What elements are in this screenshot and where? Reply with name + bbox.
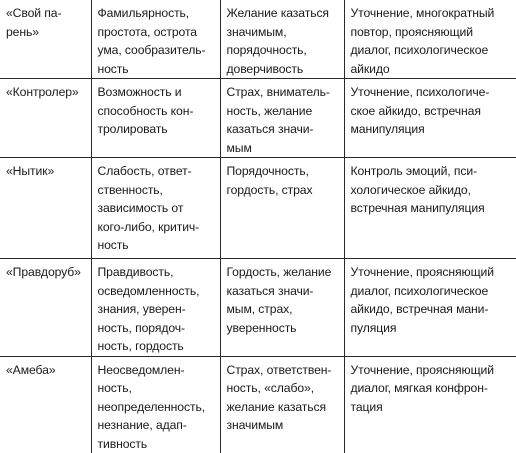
cell-text: Слабость, ответ-: [98, 162, 215, 181]
cell-text: ность: [98, 60, 215, 79]
cell-text: значимым: [227, 416, 339, 435]
cell-text: Гордость, желание: [227, 263, 339, 282]
cell-text: айкидо, встречная мани-: [351, 300, 512, 319]
table-row: [0, 0, 516, 79]
cell-text: рень»: [6, 23, 86, 42]
cell-text: встречная манипуляция: [351, 199, 512, 218]
cell-text: Возможность и: [98, 83, 215, 102]
traits-cell: [91, 356, 220, 453]
cell-text: ность, «слабо»,: [227, 379, 339, 398]
needs-cell: [220, 158, 344, 259]
type-cell: [0, 79, 91, 158]
table-row: [0, 259, 516, 357]
cell-text: тация: [351, 398, 512, 417]
cell-text: тролировать: [98, 120, 215, 139]
cell-text: осведомленность,: [98, 282, 215, 301]
cell-text: казаться значи-: [227, 282, 339, 301]
cell-text: ность, гордость: [98, 337, 215, 356]
methods-cell: [344, 0, 516, 79]
type-cell: [0, 259, 91, 357]
cell-text: мым: [227, 139, 339, 158]
cell-text: ность, порядоч-: [98, 319, 215, 338]
cell-text: порядочность,: [227, 41, 339, 60]
methods-cell: [344, 158, 516, 259]
methods-cell: [344, 356, 516, 453]
cell-text: уверенность: [227, 319, 339, 338]
cell-text: ственность,: [98, 181, 215, 200]
table-row: [0, 158, 516, 259]
cell-text: Страх, вниматель-: [227, 83, 339, 102]
methods-cell: [344, 259, 516, 357]
cell-text: айкидо: [351, 60, 512, 79]
cell-text: знания, уверен-: [98, 300, 215, 319]
cell-text: доверчивость: [227, 60, 339, 79]
cell-text: повтор, проясняющий: [351, 23, 512, 42]
type-cell: [0, 158, 91, 259]
cell-text: ума, сообразитель-: [98, 41, 215, 60]
cell-text: зависимость от: [98, 199, 215, 218]
cell-text: ность: [98, 236, 215, 255]
cell-text: желание казаться: [227, 398, 339, 417]
cell-text: диалог, психологическое: [351, 41, 512, 60]
table-row: [0, 79, 516, 158]
cell-text: ность,: [98, 379, 215, 398]
cell-text: Уточнение, многократный: [351, 4, 512, 23]
cell-text: значимым,: [227, 23, 339, 42]
cell-text: Фамильярность,: [98, 4, 215, 23]
cell-text: «Свой па-: [6, 4, 86, 23]
cell-text: способность кон-: [98, 102, 215, 121]
cell-text: Порядочность,: [227, 162, 339, 181]
cell-text: казаться значи-: [227, 120, 339, 139]
cell-text: Уточнение, проясняющий: [351, 263, 512, 282]
table-row: [0, 356, 516, 453]
cell-text: незнание, адап-: [98, 416, 215, 435]
cell-text: «Правдоруб»: [6, 263, 86, 282]
cell-text: Уточнение, проясняющий: [351, 361, 512, 380]
cell-text: диалог, психологическое: [351, 282, 512, 301]
cell-text: неопределенность,: [98, 398, 215, 417]
traits-cell: [91, 0, 220, 79]
cell-text: ское айкидо, встречная: [351, 102, 512, 121]
cell-text: мым, страх,: [227, 300, 339, 319]
type-cell: [0, 0, 91, 79]
cell-text: манипуляция: [351, 120, 512, 139]
cell-text: Страх, ответствен-: [227, 361, 339, 380]
cell-text: простота, острота: [98, 23, 215, 42]
cell-text: Уточнение, психологиче-: [351, 83, 512, 102]
cell-text: Контроль эмоций, пси-: [351, 162, 512, 181]
cell-text: Неосведомлен-: [98, 361, 215, 380]
cell-text: гордость, страх: [227, 181, 339, 200]
traits-cell: [91, 259, 220, 357]
cell-text: тивность: [98, 435, 215, 453]
cell-text: Желание казаться: [227, 4, 339, 23]
needs-cell: [220, 79, 344, 158]
type-cell: [0, 356, 91, 453]
cell-text: Правдивость,: [98, 263, 215, 282]
cell-text: «Амеба»: [6, 361, 86, 380]
cell-text: ность, желание: [227, 102, 339, 121]
needs-cell: [220, 356, 344, 453]
cell-text: диалог, мягкая конфрон-: [351, 379, 512, 398]
needs-cell: [220, 0, 344, 79]
needs-cell: [220, 259, 344, 357]
cell-text: хологическое айкидо,: [351, 181, 512, 200]
cell-text: пуляция: [351, 319, 512, 338]
cell-text: «Нытик»: [6, 162, 86, 181]
traits-cell: [91, 158, 220, 259]
cell-text: кого-либо, критич-: [98, 218, 215, 237]
methods-cell: [344, 79, 516, 158]
cell-text: «Контролер»: [6, 83, 86, 102]
traits-cell: [91, 79, 220, 158]
